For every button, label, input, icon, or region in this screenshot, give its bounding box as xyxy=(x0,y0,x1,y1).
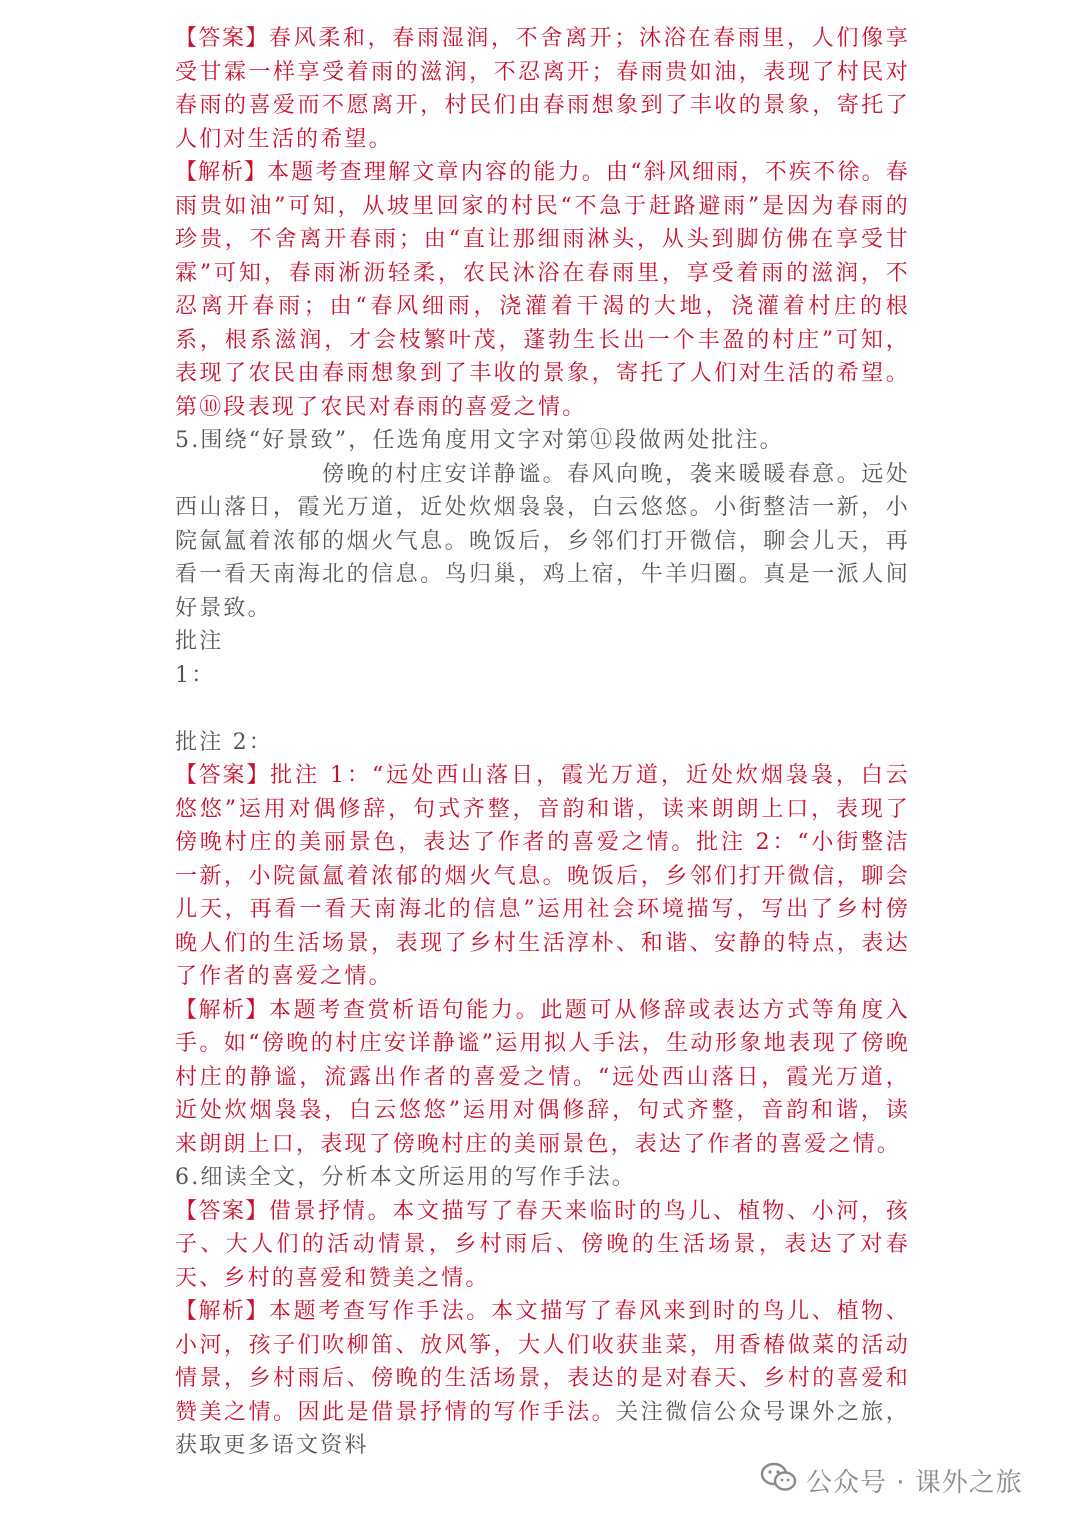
wechat-icon xyxy=(760,1461,806,1500)
wechat-account-watermark xyxy=(760,1460,1023,1500)
q5-analysis xyxy=(175,994,910,1162)
answer-text: 借景抒情。本文描写了春天来临时的鸟儿、植物、小河，孩子、大人们的活动情景，乡村雨后、傍晚的生活场景，表达了对春天、乡村的喜爱和赞美之情。 xyxy=(175,1198,910,1291)
q6-analysis xyxy=(175,1295,910,1463)
note2-label: 批注 2： xyxy=(175,729,273,755)
q5-question: 5.围绕“好景致”，任选角度用文字对第⑪段做两处批注。 xyxy=(175,428,784,453)
answer-text: 春风柔和，春雨湿润，不舍离开；沐浴在春雨里，人们像享受甘霖一样享受着雨的滋润，不忍离开；春雨贵如油，表现了村民对春雨的喜爱而不愿离开，村民们由春雨想象到了丰收的景象，寄托了人们对生活的希望。 xyxy=(175,26,910,152)
q6-question: 6.细读全文，分析本文所运用的写作手法。 xyxy=(175,1165,636,1190)
q5-answer xyxy=(175,759,910,994)
note1-label: 批注 xyxy=(175,629,224,654)
watermark-text: 公众号 · 课外之旅 xyxy=(806,1467,1023,1498)
analysis-text: 本题考查写作手法。本文描写了春风来到时的鸟儿、植物、小河，孩子们吹柳笛、放风筝，大人们收获韭菜，用香椿做菜的活动情景，乡村雨后、傍晚的生活场景，表达的是对春天、乡村的喜爱和赞美之情。因此是借景抒情的写作手法。 xyxy=(175,1299,910,1425)
note1-colon: 1： xyxy=(175,662,216,688)
promo-text: 关注微信公众号课外之旅，获取更多语文资料 xyxy=(175,1399,910,1458)
q4-analysis xyxy=(175,156,910,424)
q4-answer xyxy=(175,22,910,156)
analysis-text: 本题考查赏析语句能力。此题可从修辞或表达方式等角度入手。如“傍晚的村庄安详静谧”运用拟人手法，生动形象地表现了傍晚村庄的静谧，流露出作者的喜爱之情。“远处西山落日，霞光万道，近处炊烟袅袅，白云悠悠”运用对偶修辞，句式齐整，音韵和谐，读来朗朗上口，表现了傍晚村庄的美丽景色，表达了作者的喜爱之情。 xyxy=(175,997,910,1157)
analysis-tag: 【解析】 xyxy=(175,160,268,185)
analysis-tag: 【解析】 xyxy=(175,1299,269,1324)
analysis-text: 本题考查理解文章内容的能力。由“斜风细雨，不疾不徐。春雨贵如油”可知，从坡里回家的村民“不急于赶路避雨”是因为春雨的珍贵，不舍离开春雨；由“直让那细雨淋头，从头到脚仿佛在享受甘霖”可知，春雨淅沥轻柔，农民沐浴在春雨里，享受着雨的滋润，不忍离开春雨；由“春风细雨，浇灌着干渴的大地，浇灌着村庄的根系，根系滋润，才会枝繁叶茂，蓬勃生长出一个丰盈的村庄”可知，表现了农民由春雨想象到了丰收的景象，寄托了人们对生活的希望。第⑩段表现了农民对春雨的喜爱之情。 xyxy=(175,160,910,420)
answer-tag: 【答案】 xyxy=(175,1198,269,1224)
document-body xyxy=(175,22,910,1463)
q6-answer xyxy=(175,1195,910,1296)
analysis-tag: 【解析】 xyxy=(175,997,269,1023)
note1-blank-space xyxy=(175,692,910,726)
answer-text: 批注 1：“远处西山落日，霞光万道，近处炊烟袅袅，白云悠悠”运用对偶修辞，句式齐整，音韵和谐，读来朗朗上口，表现了傍晚村庄的美丽景色，表达了作者的喜爱之情。批注 2：“小街整洁一新，小院氤氲着浓郁的烟火气息。晚饭后，乡邻们打开微信，聊会儿天，再看一看天南海北的信息”运用社会环境描写，写出了乡村傍晚人们的生活场景，表现了乡村生活淳朴、和谐、安静的特点，表达了作者的喜爱之情。 xyxy=(175,763,910,989)
answer-tag: 【答案】 xyxy=(175,26,269,51)
answer-tag: 【答案】 xyxy=(175,763,271,788)
q5-passage: 傍晚的村庄安详静谧。春风向晚，袭来暖暖春意。远处西山落日，霞光万道，近处炊烟袅袅，白云悠悠。小街整洁一新，小院氤氲着浓郁的烟火气息。晚饭后，乡邻们打开微信，聊会儿天，再看一看天南海北的信息。鸟归巢，鸡上宿，牛羊归圈。真是一派人间好景致。 xyxy=(175,461,910,621)
